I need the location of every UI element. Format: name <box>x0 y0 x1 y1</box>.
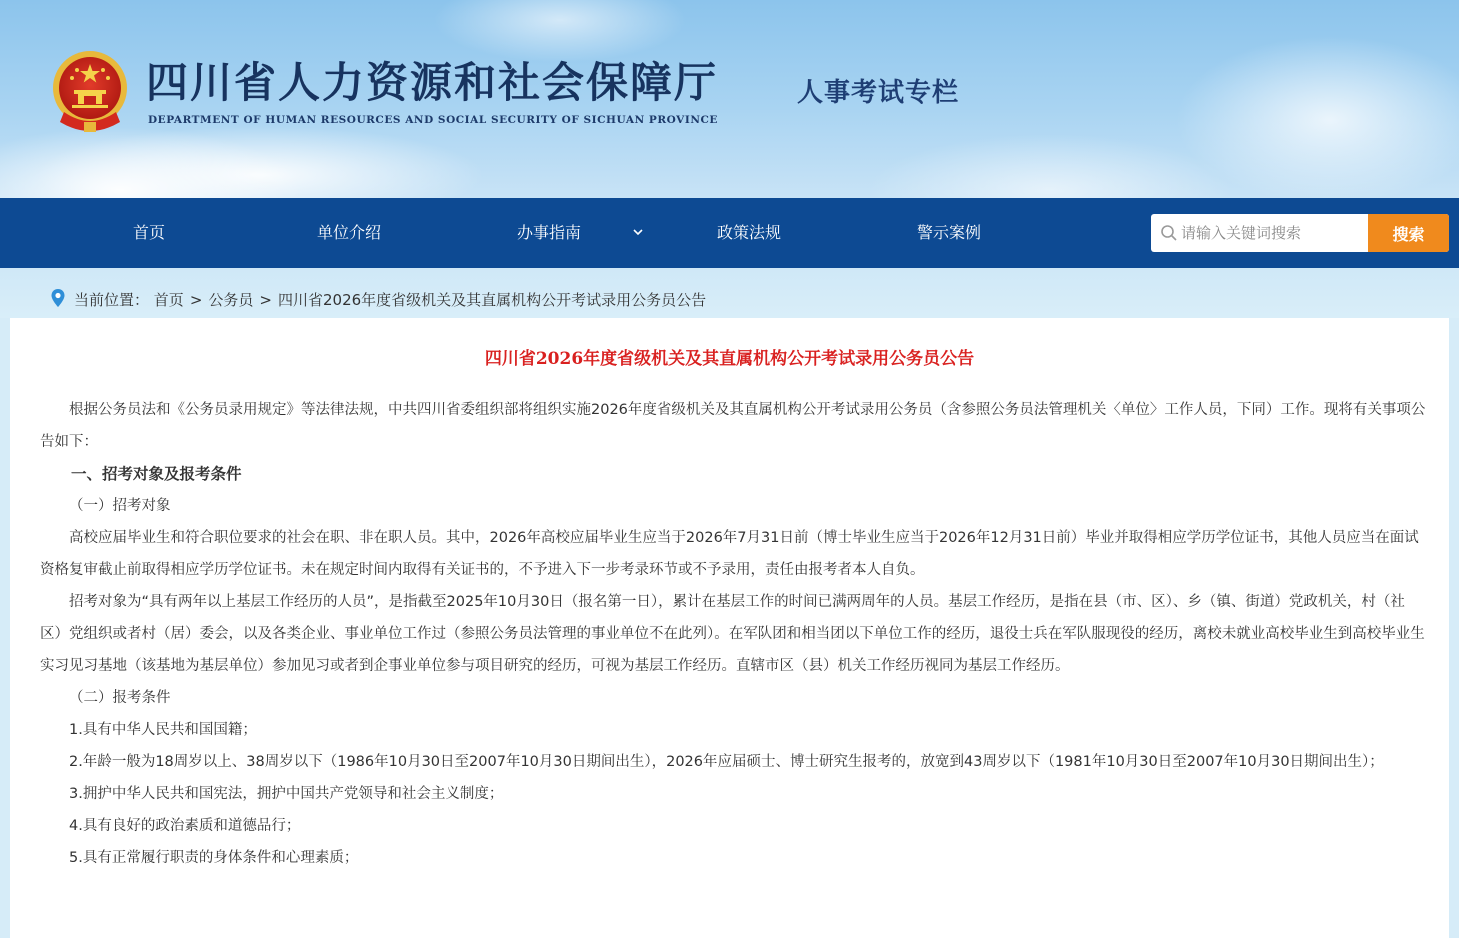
chevron-down-icon[interactable] <box>633 227 643 237</box>
nav-guide[interactable]: 办事指南 <box>517 223 582 242</box>
breadcrumb-home[interactable]: 首页 <box>153 291 184 309</box>
breadcrumb-civil-servant[interactable]: 公务员 <box>208 291 254 309</box>
list-item: 2.年龄一般为18周岁以上、38周岁以下（1986年10月30日至2007年10月30日期间出生），2026年应届硕士、博士研究生报考的，放宽到43周岁以下（1981年10月30日至2007年10月30日期间出生）； <box>69 754 1384 770</box>
subsection-heading: （一）招考对象 <box>69 498 171 514</box>
breadcrumb-current[interactable]: 四川省2026年度省级机关及其直属机构公开考试录用公务员公告 <box>277 291 707 309</box>
breadcrumb-separator: > <box>189 291 203 309</box>
national-emblem-icon <box>50 48 130 136</box>
site-subtitle: DEPARTMENT OF HUMAN RESOURCES AND SOCIAL SECURITY OF SICHUAN PROVINCE <box>148 114 718 126</box>
article-body <box>40 394 1426 874</box>
list-item: 1.具有中华人民共和国国籍； <box>69 722 257 738</box>
list-item: 4.具有良好的政治素质和道德品行； <box>69 818 301 834</box>
location-pin-icon <box>50 288 66 308</box>
search-input[interactable] <box>1181 214 1367 252</box>
list-item: 3.拥护中华人民共和国宪法，拥护中国共产党领导和社会主义制度； <box>69 786 504 802</box>
article-title: 四川省2026年度省级机关及其直属机构公开考试录用公务员公告 <box>484 349 975 369</box>
article-paragraph: 招考对象为“具有两年以上基层工作经历的人员”，是指截至2025年10月30日（报名第一日），累计在基层工作的时间已满两周年的人员。基层工作经历，是指在县（市、区）、乡（镇、街道）党政机关，村（社区）党组织或者村（居）委会，以及各类企业、事业单位工作过（参照公务员法管理的事业单位不在此列）。在军队团和相当团以下单位工作的经历，退役士兵在军队服现役的经历，离校未就业高校毕业生到高校毕业生实习见习基地（该基地为基层单位）参加见习或者到企事业单位参与项目研究的经历，可视为基层工作经历。直辖市区（县）机关工作经历视同为基层工作经历。 <box>40 594 1425 674</box>
section-heading: 一、招考对象及报考条件 <box>71 465 242 483</box>
breadcrumb-separator: > <box>259 291 272 309</box>
article-paragraph: 根据公务员法和《公务员录用规定》等法律法规，中共四川省委组织部将组织实施2026年度省级机关及其直属机构公开考试录用公务员（含参照公务员法管理机关〈单位〉工作人员，下同）工作。现将有关事项公告如下： <box>40 402 1426 450</box>
search-box <box>1151 214 1449 252</box>
column-title: 人事考试专栏 <box>797 78 960 108</box>
header-banner <box>0 0 1459 198</box>
subsection-heading: （二）报考条件 <box>69 690 171 706</box>
breadcrumb <box>74 290 706 310</box>
nav-about[interactable]: 单位介绍 <box>317 223 382 242</box>
search-button[interactable]: 搜索 <box>1368 214 1449 252</box>
nav-policy[interactable]: 政策法规 <box>717 223 782 242</box>
site-title: 四川省人力资源和社会保障厅 <box>146 58 719 107</box>
nav-home[interactable]: 首页 <box>133 223 166 242</box>
nav-cases[interactable]: 警示案例 <box>917 223 982 242</box>
article-paragraph: 高校应届毕业生和符合职位要求的社会在职、非在职人员。其中，2026年高校应届毕业生应当于2026年7月31日前（博士毕业生应当于2026年12月31日前）毕业并取得相应学历学位证书，其他人员应当在面试资格复审截止前取得相应学历学位证书。未在规定时间内取得有关证书的，不予进入下一步考录环节或不予录用，责任由报考者本人自负。 <box>40 530 1419 578</box>
search-icon <box>1160 224 1178 242</box>
breadcrumb-prefix: 当前位置： <box>74 291 150 309</box>
list-item: 5.具有正常履行职责的身体条件和心理素质； <box>69 850 359 866</box>
